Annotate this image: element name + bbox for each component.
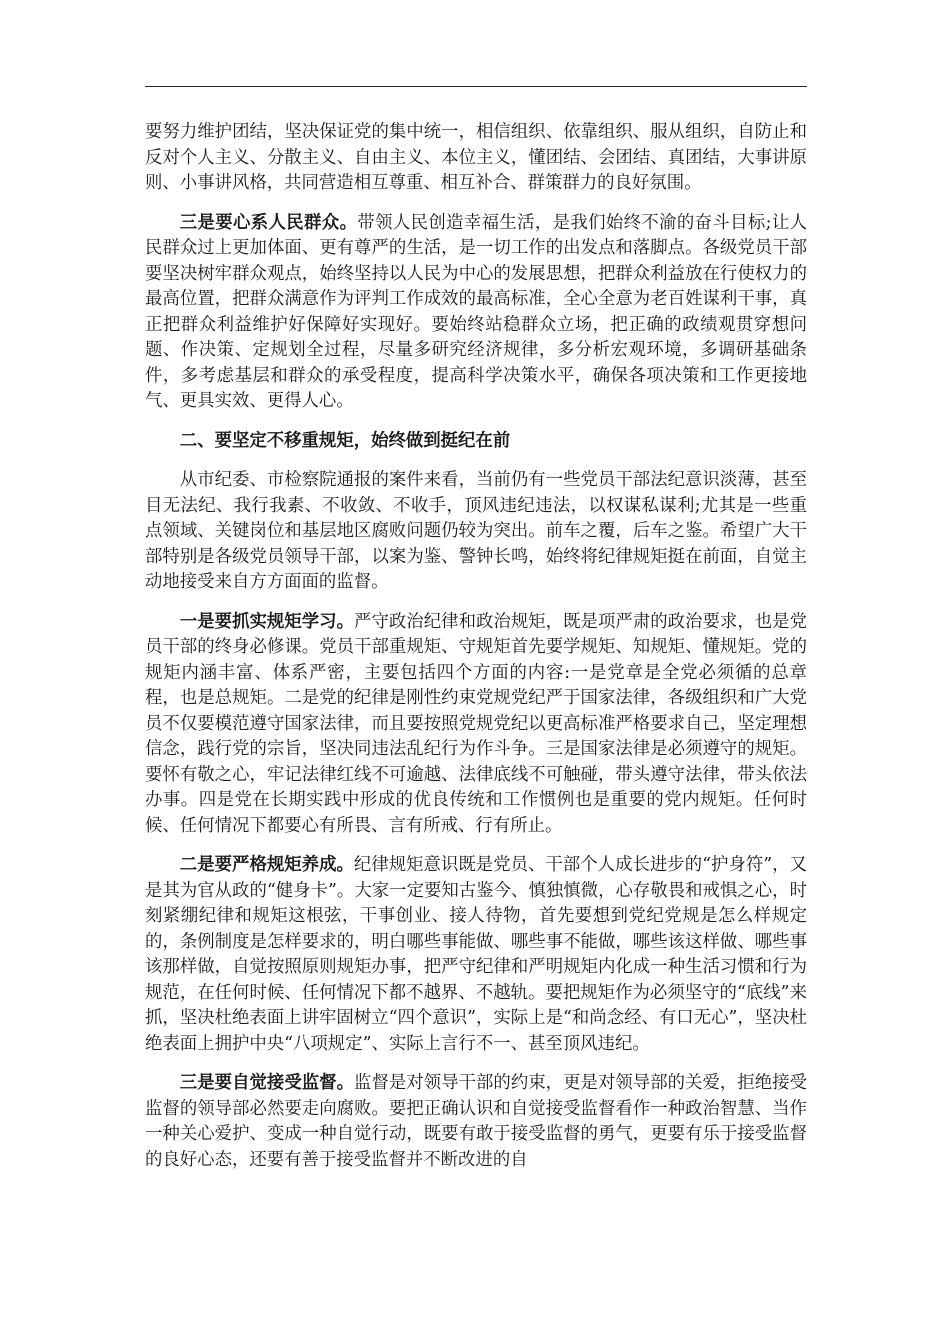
paragraph-lead: 二是要严格规矩养成。 — [179, 855, 354, 875]
paragraph-text: 纪律规矩意识既是党员、干部个人成长进步的“护身符”，又是其为官从政的“健身卡”。大家一定要知古鉴今、慎独慎微，心存敬畏和戒惧之心，时刻紧绷纪律和规矩这根弦，干事创业、接人待物，首先要想到党纪党规是怎么样规定的，条例制度是怎样要求的，明白哪些事能做、哪些事不能做，哪些该这样做、哪些事该那样做，自觉按照原则规矩办事，把严守纪律和严明规矩内化成一种生活习惯和行为规范，在任何时候、任何情况下都不越界、不越轨。要把规矩作为必须坚守的“底线”来抓，坚决杜绝表面上讲牢固树立“四个意识”，实际上是“和尚念经、有口无心”，坚决杜绝表面上拥护中央“八项规定”、实际上言行不一、甚至顶风违纪。 — [145, 855, 807, 1054]
paragraph-text: 监督是对领导干部的约束，更是对领导部的关爱，拒绝接受监督的领导部必然要走向腐败。要把正确认识和自觉接受监督看作一种政治智慧、当作一种关心爱护、变成一种自觉行动，既要有敢于接受监督的勇气，更要有乐于接受监督的良好心态，还要有善于接受监督并不断改进的自 — [145, 1073, 807, 1170]
paragraph-supervision — [145, 1071, 807, 1173]
document-body — [145, 120, 807, 1187]
paragraph-lead: 一是要抓实规矩学习。 — [179, 611, 355, 632]
paragraph-lead: 三是要自觉接受监督。 — [179, 1073, 355, 1093]
paragraph-lead: 三是要心系人民群众。 — [179, 212, 358, 233]
paragraph-cases — [145, 468, 807, 596]
paragraph-text: 严守政治纪律和政治规矩，既是项严肃的政治要求，也是党员干部的终身必修课。党员干部重规矩、守规矩首先要学规矩、知规矩、懂规矩。党的规矩内涵丰富、体系严密，主要包括四个方面的内容:一是党章是全党必须循的总章程，也是总规矩。二是党的纪律是刚性约束党规党纪严于国家法律，各级组织和广大党员不仅要模范遵守国家法律，而且要按照党规党纪以更高标准严格要求自己，坚定理想信念，践行党的宗旨，坚决同违法乱纪行为作斗争。三是国家法律是必须遵守的规矩。要怀有敬之心，牢记法律红线不可逾越、法律底线不可触碰，带头遵守法律，带头依法办事。四是党在长期实践中形成的优良传统和工作惯例也是重要的党内规矩。任何时候、任何情况下都要心有所畏、言有所戒、行有所止。 — [145, 611, 807, 836]
paragraph-people — [145, 211, 807, 415]
paragraph-text: 带领人民创造幸福生活，是我们始终不渝的奋斗目标;让人民群众过上更加体面、更有尊严的生活，是一切工作的出发点和落脚点。各级党员干部要坚决树牢群众观点，始终坚持以人民为中心的发展思想，把群众利益放在行使权力的最高位置，把群众满意作为评判工作成效的最高标准，全心全意为老百姓谋利干事，真正把群众利益维护好保障好实现好。要始终站稳群众立场，把正确的政绩观贯穿想问题、作决策、定规划全过程，尽量多研究经济规律，多分析宏观环境，多调研基础条件，多考虑基层和群众的承受程度，提高科学决策水平，确保各项决策和工作更接地气、更具实效、更得人心。 — [145, 212, 807, 411]
paragraph-rules-study — [145, 610, 807, 840]
paragraph-rules-habit — [145, 853, 807, 1057]
section-heading: 二、要坚定不移重规矩，始终做到挺纪在前 — [179, 430, 511, 451]
paragraph-text: 从市纪委、市检察院通报的案件来看，当前仍有一些党员干部法纪意识淡薄，甚至目无法纪、我行我素、不收敛、不收手，顶风违纪违法，以权谋私谋利;尤其是一些重点领域、关键岗位和基层地区腐败问题仍较为突出。前车之覆，后车之鉴。希望广大干部特别是各级党员领导干部，以案为鉴、警钟长鸣，始终将纪律规矩挺在前面，自觉主动地接受来自方方面面的监督。 — [145, 470, 807, 592]
header-rule — [145, 86, 807, 87]
paragraph-text: 要努力维护团结，坚决保证党的集中统一，相信组织、依靠组织、服从组织，自防止和反对个人主义、分散主义、自由主义、本位主义，懂团结、会团结、真团结，大事讲原则、小事讲风格，共同营造相互尊重、相互补合、群策群力的良好氛围。 — [145, 122, 807, 193]
paragraph-unity — [145, 120, 807, 197]
